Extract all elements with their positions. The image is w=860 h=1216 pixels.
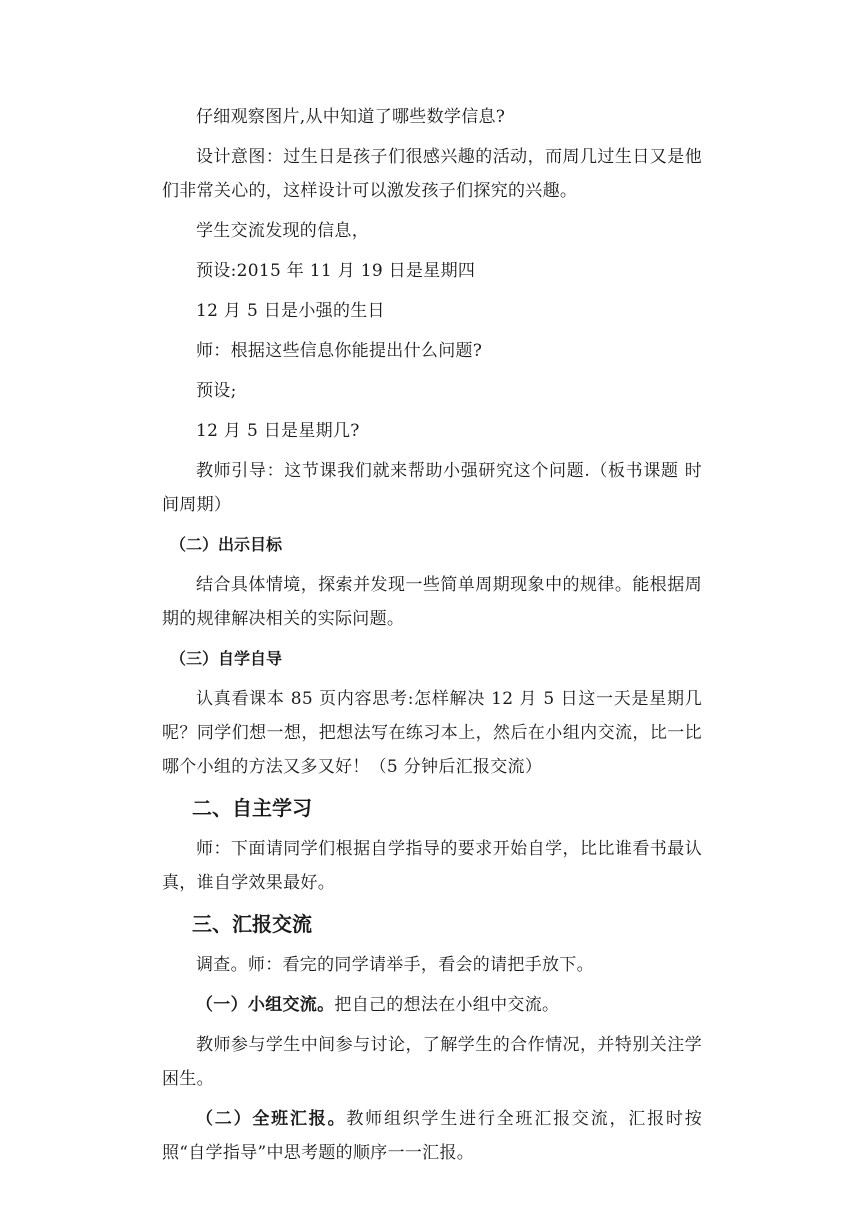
subheading-self-study-guide: （三）自学自导 <box>170 649 283 668</box>
paragraph-students-share: 学生交流发现的信息， <box>196 221 369 241</box>
group-exchange-text: 把自己的想法在小组中交流。 <box>334 995 560 1015</box>
paragraph-read-textbook: 认真看课本 85 页内容思考:怎样解决 12 月 5 日这一天是星期几呢？同学们想一想，把想法写在练习本上，然后在小组内交流，比一比哪个小组的方法又多又好！（5 分钟后汇报交流） <box>162 689 702 777</box>
paragraph-class-report <box>162 1102 702 1170</box>
paragraph-teacher-question: 师：根据这些信息你能提出什么问题? <box>196 341 483 361</box>
paragraph-birthday: 12 月 5 日是小强的生日 <box>196 301 385 321</box>
paragraph-preset: 预设; <box>196 381 237 401</box>
paragraph-group-exchange <box>162 988 702 1022</box>
section-heading-report: 三、汇报交流 <box>192 912 312 936</box>
paragraph-survey: 调查。师：看完的同学请举手，看会的请把手放下。 <box>196 955 594 975</box>
document-page <box>162 100 702 1176</box>
class-report-text: 教师组织学生进行全班汇报交流，汇报时按照“自学指导”中思考题的顺序一一汇报。 <box>162 1109 702 1163</box>
class-report-label: （二）全班汇报。 <box>196 1109 347 1129</box>
paragraph-preset-date: 预设:2015 年 11 月 19 日是星期四 <box>196 261 476 281</box>
paragraph-goals: 结合具体情境，探索并发现一些简单周期现象中的规律。能根据周期的规律解决相关的实际问题。 <box>162 575 702 629</box>
paragraph-teacher-participates: 教师参与学生中间参与讨论，了解学生的合作情况，并特别关注学困生。 <box>162 1035 702 1089</box>
paragraph-teacher-guide: 教师引导：这节课我们就来帮助小强研究这个问题.（板书课题 时间周期） <box>162 461 702 515</box>
group-exchange-label: （一）小组交流。 <box>196 995 335 1015</box>
paragraph-start-self-study: 师：下面请同学们根据自学指导的要求开始自学，比比谁看书最认真，谁自学效果最好。 <box>162 839 702 893</box>
section-heading-self-study: 二、自主学习 <box>192 796 312 820</box>
paragraph-which-weekday: 12 月 5 日是星期几? <box>196 421 360 441</box>
subheading-show-goals: （二）出示目标 <box>170 535 283 554</box>
paragraph-design-intent: 设计意图：过生日是孩子们很感兴趣的活动，而周几过生日又是他们非常关心的，这样设计可以激发孩子们探究的兴趣。 <box>162 147 702 201</box>
paragraph-observe: 仔细观察图片,从中知道了哪些数学信息? <box>196 107 506 127</box>
